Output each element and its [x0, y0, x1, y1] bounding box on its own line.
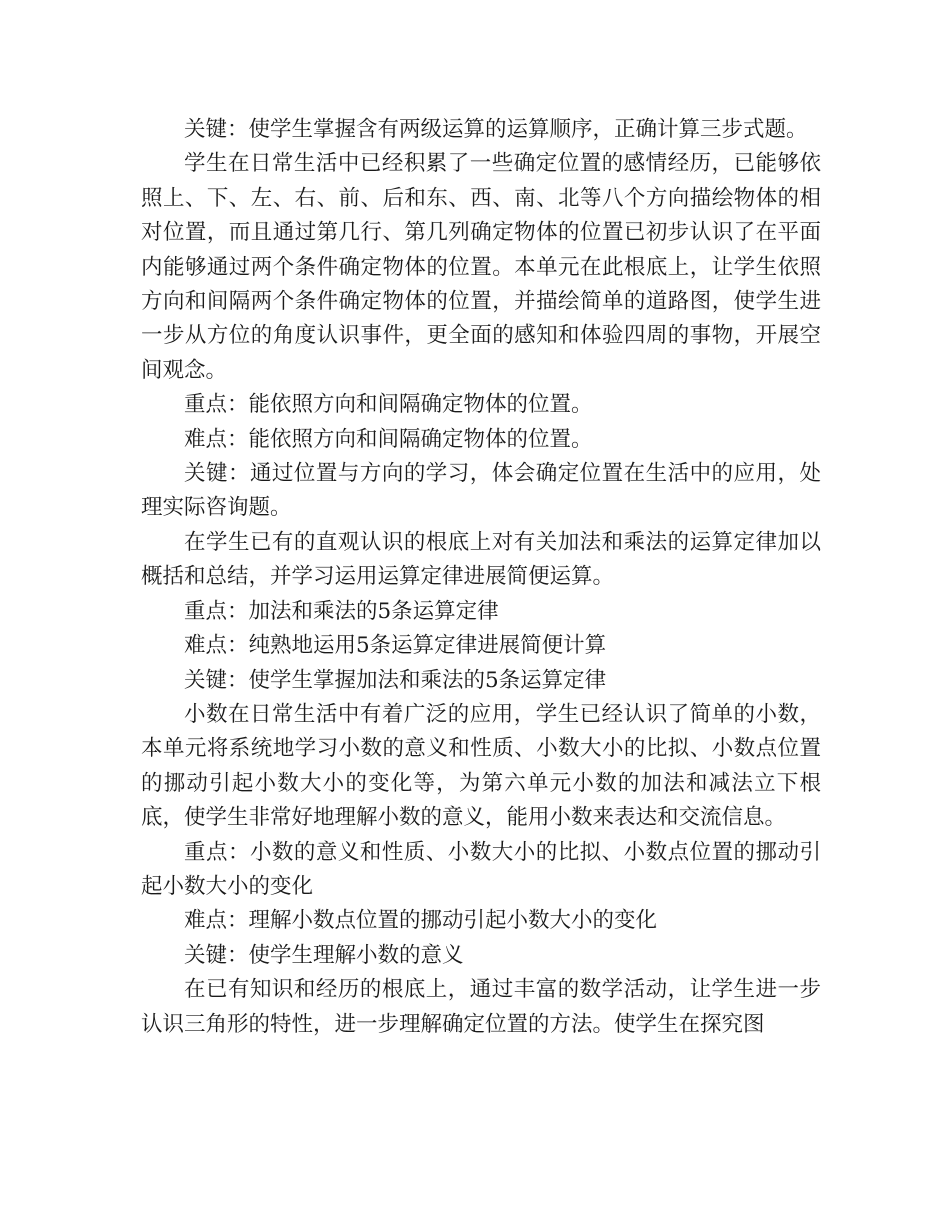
paragraph-difficulty-laws: 难点：纯熟地运用5条运算定律进展简便计算 [184, 633, 607, 659]
paragraph-operation-laws-intro: 在学生已有的直观认识的根底上对有关加法和乘法的运算定律加以概括和总结，并学习运用运算定律进展简便运算。 [141, 529, 821, 590]
paragraph-triangles-intro: 在已有知识和经历的根底上，通过丰富的数学活动，让学生进一步认识三角形的特性，进一步理解确定位置的方法。使学生在探究图 [141, 977, 821, 1037]
paragraph-position-intro: 学生在日常生活中已经积累了一些确定位置的感情经历，已能够依照上、下、左、右、前、后和东、西、南、北等八个方向描绘物体的相对位置，而且通过第几行、第几列确定物体的位置已初步认识了在平面内能够通过两个条件确定物体的位置。本单元在此根底上，让学生依照方向和间隔两个条件确定物体的位置，并描绘简单的道路图，使学生进一步从方位的角度认识事件，更全面的感知和体验四周的事物，开展空间观念。 [141, 151, 821, 383]
paragraph-focus-position: 重点：能依照方向和间隔确定物体的位置。 [184, 392, 593, 418]
paragraph-focus-laws: 重点：加法和乘法的5条运算定律 [184, 598, 499, 624]
paragraph-decimals-intro: 小数在日常生活中有着广泛的应用，学生已经认识了简单的小数，本单元将系统地学习小数的意义和性质、小数大小的比拟、小数点位置的挪动引起小数大小的变化等，为第六单元小数的加法和减法立下根底，使学生非常好地理解小数的意义，能用小数来表达和交流信息。 [141, 701, 821, 831]
paragraph-difficulty-decimals: 难点：理解小数点位置的挪动引起小数大小的变化 [184, 908, 658, 934]
paragraph-difficulty-position: 难点：能依照方向和间隔确定物体的位置。 [184, 426, 593, 452]
document-body [141, 113, 821, 1042]
paragraph-key-laws: 关键：使学生掌握加法和乘法的5条运算定律 [184, 667, 607, 693]
paragraph-key-decimals: 关键：使学生理解小数的意义 [184, 942, 464, 968]
paragraph-key-point-1: 关键：使学生掌握含有两级运算的运算顺序，正确计算三步式题。 [184, 117, 808, 142]
paragraph-focus-decimals: 重点：小数的意义和性质、小数大小的比拟、小数点位置的挪动引起小数大小的变化 [141, 839, 821, 899]
paragraph-key-position: 关键：通过位置与方向的学习，体会确定位置在生活中的应用，处理实际咨询题。 [141, 461, 821, 521]
